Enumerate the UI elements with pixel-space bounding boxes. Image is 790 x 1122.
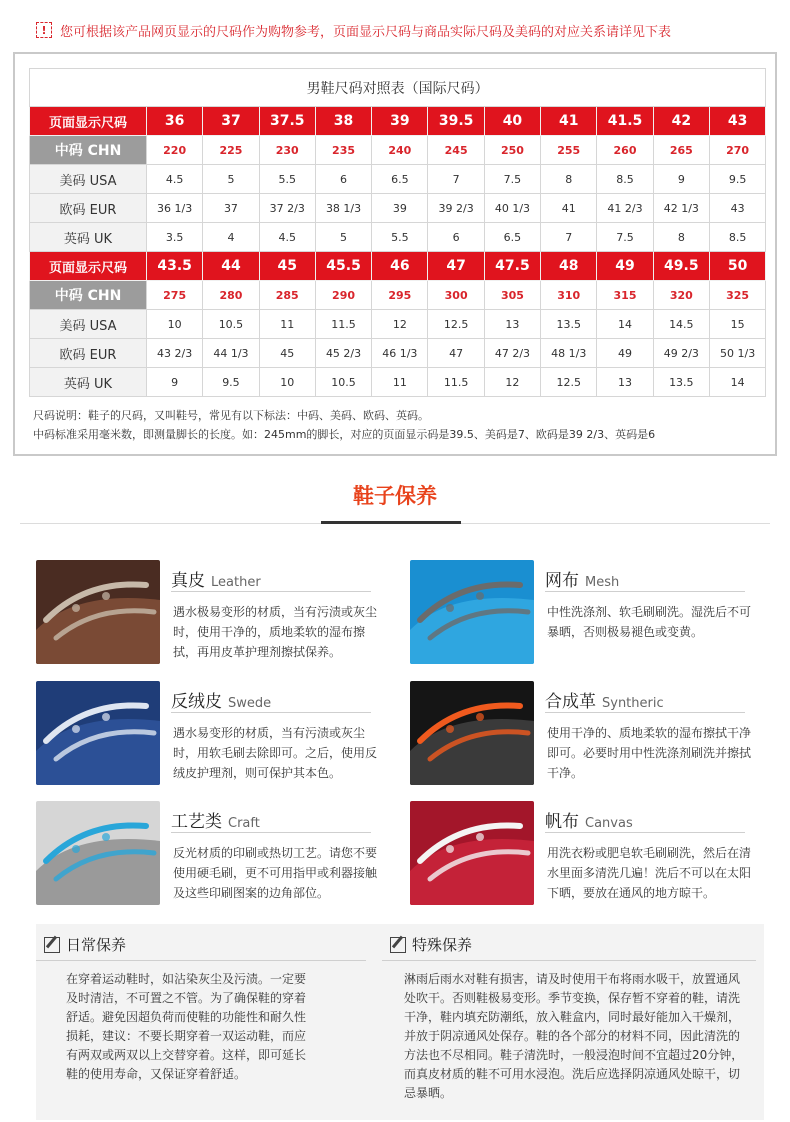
mesh-shoe-image	[410, 560, 534, 664]
size-cell: 50 1/3	[709, 339, 765, 368]
daily-care-label: 日常保养	[66, 936, 127, 954]
size-row-chn	[30, 281, 766, 310]
size-cell: 39	[372, 194, 428, 223]
size-cell: 47	[428, 252, 484, 281]
special-care-label: 特殊保养	[412, 936, 473, 954]
size-cell: 11.5	[428, 368, 484, 397]
materials-grid	[0, 560, 790, 910]
divider	[382, 960, 756, 961]
size-cell: 8	[653, 223, 709, 252]
size-row-label: 英码 UK	[30, 223, 147, 252]
size-cell: 11	[372, 368, 428, 397]
mesh-description: 中性洗涤剂、软毛刷刷洗。湿洗后不可暴晒，否则极易褪色或变黄。	[547, 605, 752, 639]
leather-shoe-image	[36, 560, 160, 664]
size-row-plain	[30, 194, 766, 223]
size-cell: 320	[653, 281, 709, 310]
size-row-plain	[30, 165, 766, 194]
size-cell: 11.5	[315, 310, 371, 339]
leather-description: 遇水极易变形的材质，当有污渍或灰尘时，使用干净的，质地柔软的湿布擦拭，再用皮革护理剂擦拭保养。	[173, 605, 378, 659]
craft-description: 反光材质的印刷或热切工艺。请您不要使用硬毛刷，更不可用指甲或利器接触及这些印刷图案的边角部位。	[173, 846, 378, 900]
divider	[36, 960, 366, 961]
size-cell: 230	[259, 136, 315, 165]
size-cell: 46	[372, 252, 428, 281]
size-cell: 45.5	[315, 252, 371, 281]
size-cell: 41	[541, 107, 597, 136]
size-row-plain	[30, 339, 766, 368]
size-cell: 36	[147, 107, 203, 136]
size-cell: 47	[428, 339, 484, 368]
size-cell: 12.5	[428, 310, 484, 339]
material-craft	[36, 801, 396, 906]
size-cell: 245	[428, 136, 484, 165]
size-row-label: 英码 UK	[30, 368, 147, 397]
size-cell: 6.5	[372, 165, 428, 194]
size-cell: 6.5	[484, 223, 540, 252]
size-row-label: 中码 CHN	[30, 281, 147, 310]
size-cell: 40	[484, 107, 540, 136]
mesh-shoe-illustration	[410, 560, 534, 664]
size-cell: 8.5	[709, 223, 765, 252]
size-cell: 290	[315, 281, 371, 310]
size-cell: 47.5	[484, 252, 540, 281]
size-cell: 45	[259, 339, 315, 368]
synthetic-title: 合成革 Syntheric	[545, 692, 664, 712]
size-cell: 4.5	[147, 165, 203, 194]
size-cell: 47 2/3	[484, 339, 540, 368]
size-cell: 44 1/3	[203, 339, 259, 368]
size-cell: 305	[484, 281, 540, 310]
size-row-label: 中码 CHN	[30, 136, 147, 165]
special-care	[382, 924, 764, 1120]
size-cell: 255	[541, 136, 597, 165]
care-tips	[36, 924, 764, 1120]
heading-underline	[321, 521, 461, 524]
size-row-label: 美码 USA	[30, 165, 147, 194]
size-cell: 5.5	[372, 223, 428, 252]
size-cell: 37 2/3	[259, 194, 315, 223]
size-cell: 5	[315, 223, 371, 252]
size-cell: 14	[709, 368, 765, 397]
size-cell: 6	[428, 223, 484, 252]
size-row-red	[30, 107, 766, 136]
size-row-red	[30, 252, 766, 281]
size-cell: 11	[259, 310, 315, 339]
size-cell: 40 1/3	[484, 194, 540, 223]
size-cell: 39.5	[428, 107, 484, 136]
size-notice	[36, 18, 766, 42]
size-cell: 285	[259, 281, 315, 310]
size-cell: 37.5	[259, 107, 315, 136]
size-cell: 45 2/3	[315, 339, 371, 368]
suede-shoe-image	[36, 681, 160, 785]
size-cell: 39	[372, 107, 428, 136]
size-cell: 13.5	[653, 368, 709, 397]
size-cell: 37	[203, 107, 259, 136]
daily-care-title	[44, 934, 126, 955]
canvas-title: 帆布 Canvas	[545, 812, 633, 832]
size-note-line: 中码标准采用毫米数，即测量脚长的长度。如：245mm的脚长，对应的页面显示码是39.5、美码是7、欧码是39 2/3、英码是6	[33, 428, 656, 441]
leather-title: 真皮 Leather	[171, 571, 261, 591]
size-cell: 275	[147, 281, 203, 310]
special-care-text: 淋雨后雨水对鞋有损害，请及时使用干布将雨水吸干，放置通风处吹干。否则鞋极易变形。季节变换，保存暂不穿着的鞋，请洗干净，鞋内填充防潮纸，放入鞋盒内，同时最好能加入干燥剂，并放于阴凉通风处保存。鞋的各个部分的材料不同，因此清洗的方法也不尽相同。鞋子清洗时，一般浸泡时间不宜超过20分钟，而真皮材质的鞋不可用水浸泡。洗后应选择阴凉通风处晾干，切忌暴晒。	[404, 972, 744, 1100]
divider	[545, 591, 745, 592]
size-cell: 3.5	[147, 223, 203, 252]
size-chart-title: 男鞋尺码对照表（国际尺码）	[30, 69, 766, 107]
mesh-title: 网布 Mesh	[545, 571, 620, 591]
size-cell: 49 2/3	[653, 339, 709, 368]
size-cell: 260	[597, 136, 653, 165]
suede-description: 遇水易变形的材质，当有污渍或灰尘时，用软毛刷去除即可。之后，使用反绒皮护理剂，则可保护其本色。	[173, 726, 378, 780]
size-cell: 235	[315, 136, 371, 165]
size-cell: 9	[653, 165, 709, 194]
size-cell: 43.5	[147, 252, 203, 281]
size-cell: 13	[484, 310, 540, 339]
size-cell: 41	[541, 194, 597, 223]
suede-title: 反绒皮 Swede	[171, 692, 272, 712]
size-cell: 300	[428, 281, 484, 310]
size-cell: 4	[203, 223, 259, 252]
size-cell: 43	[709, 107, 765, 136]
size-row-label: 欧码 EUR	[30, 194, 147, 223]
suede-shoe-illustration	[36, 681, 160, 785]
size-cell: 14	[597, 310, 653, 339]
size-cell: 49.5	[653, 252, 709, 281]
divider	[171, 591, 371, 592]
size-cell: 13	[597, 368, 653, 397]
pen-icon	[44, 937, 60, 953]
size-cell: 48 1/3	[541, 339, 597, 368]
size-cell: 9.5	[203, 368, 259, 397]
size-cell: 48	[541, 252, 597, 281]
size-cell: 9.5	[709, 165, 765, 194]
size-cell: 42	[653, 107, 709, 136]
leather-shoe-illustration	[36, 560, 160, 664]
size-cell: 49	[597, 252, 653, 281]
size-chart-panel	[13, 52, 777, 456]
synthetic-description: 使用干净的、质地柔软的湿布擦拭干净即可。必要时用中性洗涤剂刷洗并擦拭干净。	[547, 726, 752, 780]
size-cell: 295	[372, 281, 428, 310]
size-cell: 280	[203, 281, 259, 310]
size-cell: 225	[203, 136, 259, 165]
divider	[545, 832, 745, 833]
size-cell: 8	[541, 165, 597, 194]
size-cell: 12	[372, 310, 428, 339]
size-cell: 43	[709, 194, 765, 223]
pen-icon	[390, 937, 406, 953]
material-mesh	[410, 560, 770, 665]
size-cell: 41.5	[597, 107, 653, 136]
daily-care-text: 在穿着运动鞋时，如沾染灰尘及污渍。一定要及时清洁，不可置之不管。为了确保鞋的穿着舒适。避免因超负荷而使鞋的功能性和耐久性损耗，建议：不要长期穿着一双运动鞋，而应有两双或两双以上交替穿着。这样，即可延长鞋的使用寿命，又保证穿着舒适。	[66, 972, 307, 1081]
size-cell: 240	[372, 136, 428, 165]
size-cell: 45	[259, 252, 315, 281]
size-cell: 6	[315, 165, 371, 194]
material-canvas	[410, 801, 770, 906]
size-cell: 10.5	[203, 310, 259, 339]
divider	[545, 712, 745, 713]
size-cell: 10.5	[315, 368, 371, 397]
size-cell: 41 2/3	[597, 194, 653, 223]
size-cell: 220	[147, 136, 203, 165]
size-cell: 49	[597, 339, 653, 368]
size-cell: 7	[428, 165, 484, 194]
size-cell: 38 1/3	[315, 194, 371, 223]
size-cell: 36 1/3	[147, 194, 203, 223]
craft-shoe-image	[36, 801, 160, 905]
size-cell: 38	[315, 107, 371, 136]
size-cell: 10	[147, 310, 203, 339]
size-row-label: 美码 USA	[30, 310, 147, 339]
divider	[171, 832, 371, 833]
size-cell: 46 1/3	[372, 339, 428, 368]
size-cell: 8.5	[597, 165, 653, 194]
size-cell: 7.5	[484, 165, 540, 194]
size-cell: 14.5	[653, 310, 709, 339]
size-cell: 13.5	[541, 310, 597, 339]
size-row-label: 页面显示尺码	[30, 252, 147, 281]
synthetic-shoe-illustration	[410, 681, 534, 785]
size-row-plain	[30, 368, 766, 397]
divider	[171, 712, 371, 713]
size-row-plain	[30, 223, 766, 252]
size-chart-table	[29, 68, 766, 397]
size-cell: 270	[709, 136, 765, 165]
warning-icon: !	[36, 22, 52, 38]
material-synthetic	[410, 681, 770, 786]
size-row-plain	[30, 310, 766, 339]
size-cell: 12.5	[541, 368, 597, 397]
size-cell: 7	[541, 223, 597, 252]
canvas-shoe-image	[410, 801, 534, 905]
size-cell: 10	[259, 368, 315, 397]
size-cell: 5.5	[259, 165, 315, 194]
size-cell: 7.5	[597, 223, 653, 252]
size-row-label: 欧码 EUR	[30, 339, 147, 368]
size-cell: 39 2/3	[428, 194, 484, 223]
size-cell: 315	[597, 281, 653, 310]
canvas-description: 用洗衣粉或肥皂软毛刷刷洗，然后在清水里面多清洗几遍！洗后不可以在太阳下晒，要放在通风的地方晾干。	[547, 846, 752, 900]
size-cell: 9	[147, 368, 203, 397]
craft-title: 工艺类 Craft	[171, 812, 260, 832]
size-cell: 42 1/3	[653, 194, 709, 223]
size-cell: 310	[541, 281, 597, 310]
special-care-title	[390, 934, 472, 955]
size-cell: 12	[484, 368, 540, 397]
size-cell: 325	[709, 281, 765, 310]
size-note-line: 尺码说明：鞋子的尺码，又叫鞋号，常见有以下标法：中码、美码、欧码、英码。	[33, 409, 429, 422]
size-cell: 50	[709, 252, 765, 281]
size-row-chn	[30, 136, 766, 165]
size-cell: 44	[203, 252, 259, 281]
canvas-shoe-illustration	[410, 801, 534, 905]
craft-shoe-illustration	[36, 801, 160, 905]
size-cell: 250	[484, 136, 540, 165]
size-cell: 4.5	[259, 223, 315, 252]
daily-care	[36, 924, 382, 1120]
synthetic-shoe-image	[410, 681, 534, 785]
material-leather	[36, 560, 396, 665]
size-cell: 15	[709, 310, 765, 339]
size-row-label: 页面显示尺码	[30, 107, 147, 136]
size-cell: 265	[653, 136, 709, 165]
notice-text: 您可根据该产品网页显示的尺码作为购物参考，页面显示尺码与商品实际尺码及美码的对应关系请详见下表	[60, 24, 672, 40]
care-heading: 鞋子保养	[353, 484, 437, 508]
material-suede	[36, 681, 396, 786]
size-cell: 5	[203, 165, 259, 194]
size-notes	[33, 406, 768, 444]
size-cell: 37	[203, 194, 259, 223]
size-cell: 43 2/3	[147, 339, 203, 368]
